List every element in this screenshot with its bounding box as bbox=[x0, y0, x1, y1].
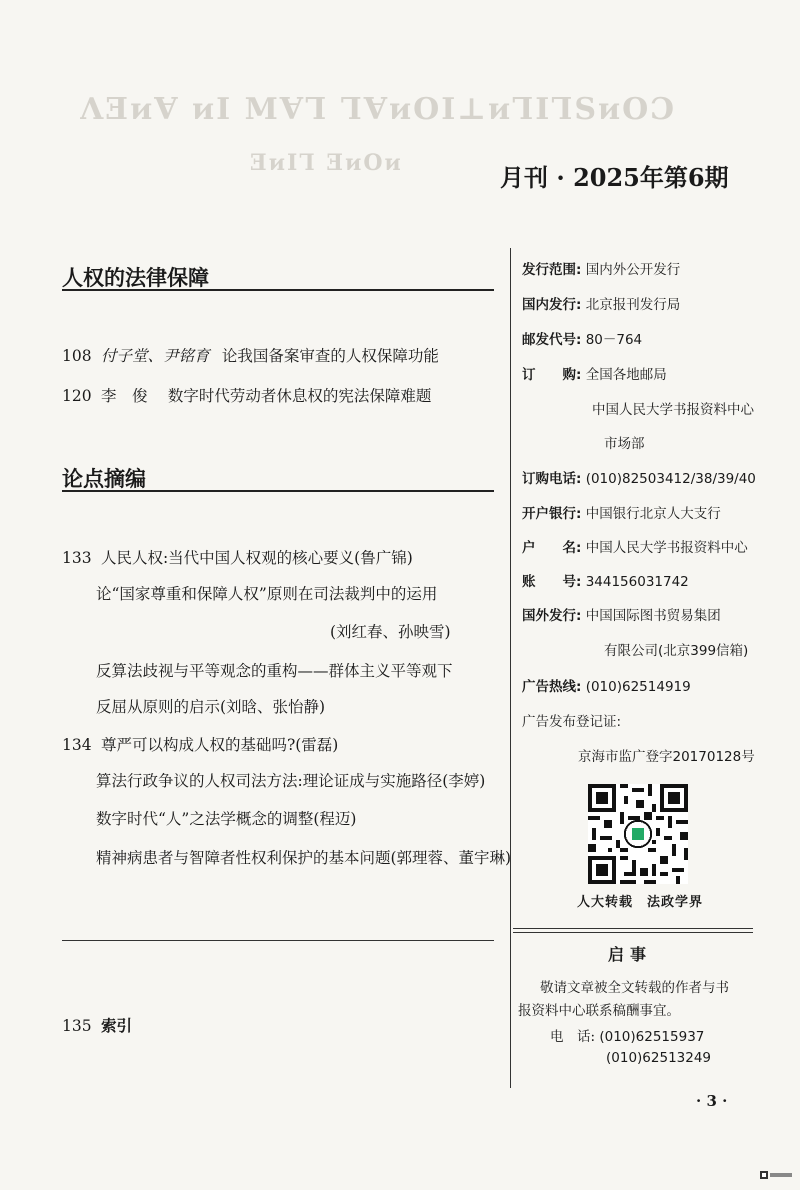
info-value: 中国人民大学书报资料中心 bbox=[585, 540, 748, 556]
info-value: 国内外公开发行 bbox=[585, 262, 681, 278]
bottom-rule bbox=[62, 940, 494, 941]
toc-entry[interactable] bbox=[62, 1014, 132, 1036]
notice-box bbox=[513, 928, 753, 933]
info-row bbox=[522, 467, 756, 487]
toc-authors: (刘红春、孙映雪) bbox=[330, 623, 451, 641]
info-label: 订 购: bbox=[522, 367, 582, 383]
info-row bbox=[522, 675, 691, 695]
info-label: 户 名: bbox=[522, 540, 582, 556]
section-title: 论点摘编 bbox=[62, 467, 146, 491]
info-value: (010)62514919 bbox=[585, 679, 691, 695]
toc-page: 135 bbox=[62, 1017, 92, 1035]
toc-title[interactable]: 论“国家尊重和保障人权”原则在司法裁判中的运用 bbox=[96, 585, 438, 603]
info-row bbox=[522, 604, 721, 624]
toc-page: 120 bbox=[62, 387, 92, 405]
info-label: 账 号: bbox=[522, 574, 582, 590]
notice-phone-row bbox=[550, 1025, 704, 1045]
notice-title: 启事 bbox=[608, 945, 653, 964]
toc-title: 尊严可以构成人权的基础吗?(雷磊) bbox=[100, 736, 339, 754]
watermark-logo bbox=[760, 1170, 794, 1180]
info-label: 邮发代号: bbox=[522, 332, 582, 348]
info-row bbox=[522, 293, 680, 313]
toc-title: 数字时代劳动者休息权的宪法保障难题 bbox=[167, 387, 432, 405]
scanner-logo-icon bbox=[760, 1170, 794, 1180]
info-value: 有限公司(北京399信箱) bbox=[604, 643, 749, 659]
toc-page: 108 bbox=[62, 347, 92, 365]
toc-page: 134 bbox=[62, 736, 92, 754]
toc-authors: 李 俊 bbox=[100, 387, 148, 405]
column-divider bbox=[510, 248, 511, 1088]
info-value: 中国国际图书贸易集团 bbox=[585, 608, 721, 624]
toc-title: 人民人权:当代中国人权观的核心要义(鲁广锦) bbox=[100, 549, 413, 567]
info-label: 广告热线: bbox=[522, 679, 582, 695]
bleed-through-text: ɅƎᴎⱯ ᴎI MⱯꞀ ꞀⱯᴎOI⊥ᴎꞀIꞀSᴎOƆ bbox=[80, 92, 677, 127]
info-row bbox=[522, 570, 689, 590]
info-row bbox=[522, 502, 721, 522]
toc-entry[interactable] bbox=[62, 733, 338, 755]
info-row bbox=[522, 328, 642, 348]
toc-entry[interactable] bbox=[62, 344, 439, 366]
page-number: · 3 · bbox=[696, 1092, 728, 1110]
info-label: 订购电话: bbox=[522, 471, 582, 487]
info-label: 开户银行: bbox=[522, 506, 582, 522]
info-value: 京海市监广登字20170128号 bbox=[578, 749, 755, 765]
info-value: 344156031742 bbox=[585, 574, 689, 590]
info-value: 中国人民大学书报资料中心 bbox=[592, 402, 754, 418]
toc-title[interactable]: 反算法歧视与平等观念的重构——群体主义平等观下 bbox=[96, 662, 453, 680]
info-label: 国内发行: bbox=[522, 297, 582, 313]
section-rule bbox=[62, 289, 494, 291]
toc-authors: 付子堂、尹铭育 bbox=[100, 347, 210, 365]
toc-title: 论我国备案审查的人权保障功能 bbox=[221, 347, 439, 365]
info-label: 发行范围: bbox=[522, 262, 582, 278]
issue-label: 月刊 · 2025年第6期 bbox=[500, 163, 729, 192]
info-label: 广告发布登记证: bbox=[522, 714, 622, 730]
toc-title[interactable]: 精神病患者与智障者性权利保护的基本问题(郭理蓉、董宇琳) bbox=[96, 849, 512, 867]
qr-code-icon[interactable] bbox=[588, 784, 688, 884]
info-value: 北京报刊发行局 bbox=[585, 297, 681, 313]
phone-label: 电 话: bbox=[550, 1029, 596, 1045]
toc-title: 索引 bbox=[100, 1017, 132, 1035]
info-value: 80－764 bbox=[585, 332, 643, 348]
toc-entry[interactable] bbox=[62, 546, 413, 568]
qr-caption: 人大转载 法政学界 bbox=[577, 895, 704, 910]
info-row bbox=[522, 258, 680, 278]
toc-title[interactable]: 数字时代“人”之法学概念的调整(程迈) bbox=[96, 810, 357, 828]
toc-title[interactable]: 反屈从原则的启示(刘晗、张怡静) bbox=[96, 698, 326, 716]
notice-line: 报资料中心联系稿酬事宜。 bbox=[518, 1003, 680, 1019]
bleed-through-text: ƎᴎIꞀ ƎᴎOᴎ bbox=[250, 150, 403, 176]
notice-line: 敬请文章被全文转载的作者与书 bbox=[540, 980, 729, 996]
phone-number: (010)62513249 bbox=[606, 1050, 712, 1066]
phone-number: (010)62515937 bbox=[599, 1029, 705, 1045]
info-label: 国外发行: bbox=[522, 608, 582, 624]
info-value: (010)82503412/38/39/40 bbox=[585, 471, 756, 487]
info-row bbox=[522, 363, 667, 383]
info-value: 中国银行北京人大支行 bbox=[585, 506, 721, 522]
toc-title[interactable]: 算法行政争议的人权司法方法:理论证成与实施路径(李婷) bbox=[96, 772, 486, 790]
info-value: 全国各地邮局 bbox=[585, 367, 667, 383]
section-title: 人权的法律保障 bbox=[62, 266, 209, 290]
info-row bbox=[522, 536, 748, 556]
info-value: 市场部 bbox=[604, 436, 645, 452]
toc-entry[interactable] bbox=[62, 384, 431, 406]
toc-page: 133 bbox=[62, 549, 92, 567]
section-rule bbox=[62, 490, 494, 492]
